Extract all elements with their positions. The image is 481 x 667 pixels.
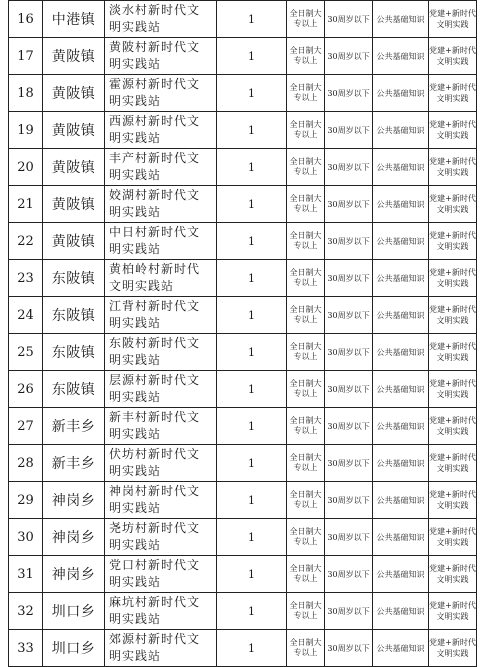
age-requirement-cell: 30周岁以下 [325, 408, 373, 445]
position-count-cell: 1 [217, 149, 287, 186]
age-requirement-cell: 30周岁以下 [325, 630, 373, 667]
remark-cell: 党建+新时代文明实践 [429, 112, 477, 149]
remark-cell: 党建+新时代文明实践 [429, 371, 477, 408]
age-requirement-cell: 30周岁以下 [325, 297, 373, 334]
station-name-cell: 黄柏岭村新时代文明实践站 [105, 260, 217, 297]
remark-cell: 党建+新时代文明实践 [429, 593, 477, 630]
exam-subject-cell: 公共基础知识 [373, 1, 429, 38]
education-requirement-cell: 全日制大专以上 [287, 223, 325, 260]
table-row [9, 408, 477, 445]
station-name-cell: 淡水村新时代文明实践站 [105, 1, 217, 38]
exam-subject-cell: 公共基础知识 [373, 75, 429, 112]
position-count-cell: 1 [217, 593, 287, 630]
table-row [9, 223, 477, 260]
position-count-cell: 1 [217, 334, 287, 371]
remark-cell: 党建+新时代文明实践 [429, 334, 477, 371]
age-requirement-cell: 30周岁以下 [325, 371, 373, 408]
row-number-cell: 23 [9, 260, 43, 297]
exam-subject-cell: 公共基础知识 [373, 371, 429, 408]
town-cell: 东陂镇 [43, 260, 105, 297]
town-cell: 黄陂镇 [43, 149, 105, 186]
station-name-cell: 麻坑村新时代文明实践站 [105, 593, 217, 630]
position-count-cell: 1 [217, 556, 287, 593]
exam-subject-cell: 公共基础知识 [373, 519, 429, 556]
education-requirement-cell: 全日制大专以上 [287, 593, 325, 630]
station-name-cell: 郊源村新时代文明实践站 [105, 630, 217, 667]
remark-cell: 党建+新时代文明实践 [429, 445, 477, 482]
row-number-cell: 33 [9, 630, 43, 667]
station-name-cell: 伏坊村新时代文明实践站 [105, 445, 217, 482]
age-requirement-cell: 30周岁以下 [325, 149, 373, 186]
station-name-cell: 层源村新时代文明实践站 [105, 371, 217, 408]
remark-cell: 党建+新时代文明实践 [429, 297, 477, 334]
age-requirement-cell: 30周岁以下 [325, 445, 373, 482]
table-row [9, 556, 477, 593]
row-number-cell: 20 [9, 149, 43, 186]
town-cell: 中港镇 [43, 1, 105, 38]
row-number-cell: 17 [9, 38, 43, 75]
table-row [9, 38, 477, 75]
station-name-cell: 党口村新时代文明实践站 [105, 556, 217, 593]
town-cell: 东陂镇 [43, 371, 105, 408]
exam-subject-cell: 公共基础知识 [373, 186, 429, 223]
remark-cell: 党建+新时代文明实践 [429, 186, 477, 223]
recruitment-table [8, 0, 477, 667]
position-count-cell: 1 [217, 223, 287, 260]
position-count-cell: 1 [217, 260, 287, 297]
age-requirement-cell: 30周岁以下 [325, 593, 373, 630]
table-row [9, 186, 477, 223]
town-cell: 黄陂镇 [43, 223, 105, 260]
town-cell: 神岗乡 [43, 556, 105, 593]
row-number-cell: 25 [9, 334, 43, 371]
education-requirement-cell: 全日制大专以上 [287, 149, 325, 186]
town-cell: 黄陂镇 [43, 38, 105, 75]
table-row [9, 112, 477, 149]
remark-cell: 党建+新时代文明实践 [429, 38, 477, 75]
row-number-cell: 29 [9, 482, 43, 519]
exam-subject-cell: 公共基础知识 [373, 149, 429, 186]
row-number-cell: 21 [9, 186, 43, 223]
row-number-cell: 32 [9, 593, 43, 630]
station-name-cell: 尧坊村新时代文明实践站 [105, 519, 217, 556]
education-requirement-cell: 全日制大专以上 [287, 1, 325, 38]
exam-subject-cell: 公共基础知识 [373, 38, 429, 75]
exam-subject-cell: 公共基础知识 [373, 556, 429, 593]
station-name-cell: 丰产村新时代文明实践站 [105, 149, 217, 186]
remark-cell: 党建+新时代文明实践 [429, 149, 477, 186]
station-name-cell: 西源村新时代文明实践站 [105, 112, 217, 149]
education-requirement-cell: 全日制大专以上 [287, 260, 325, 297]
town-cell: 新丰乡 [43, 408, 105, 445]
position-count-cell: 1 [217, 297, 287, 334]
town-cell: 黄陂镇 [43, 112, 105, 149]
town-cell: 神岗乡 [43, 482, 105, 519]
position-count-cell: 1 [217, 445, 287, 482]
education-requirement-cell: 全日制大专以上 [287, 371, 325, 408]
remark-cell: 党建+新时代文明实践 [429, 556, 477, 593]
education-requirement-cell: 全日制大专以上 [287, 334, 325, 371]
station-name-cell: 江背村新时代文明实践站 [105, 297, 217, 334]
table-row [9, 334, 477, 371]
row-number-cell: 16 [9, 1, 43, 38]
row-number-cell: 31 [9, 556, 43, 593]
table-row [9, 260, 477, 297]
row-number-cell: 27 [9, 408, 43, 445]
position-count-cell: 1 [217, 408, 287, 445]
position-count-cell: 1 [217, 186, 287, 223]
exam-subject-cell: 公共基础知识 [373, 334, 429, 371]
row-number-cell: 22 [9, 223, 43, 260]
age-requirement-cell: 30周岁以下 [325, 75, 373, 112]
remark-cell: 党建+新时代文明实践 [429, 223, 477, 260]
exam-subject-cell: 公共基础知识 [373, 112, 429, 149]
education-requirement-cell: 全日制大专以上 [287, 186, 325, 223]
table-row [9, 593, 477, 630]
education-requirement-cell: 全日制大专以上 [287, 445, 325, 482]
remark-cell: 党建+新时代文明实践 [429, 482, 477, 519]
table-row [9, 297, 477, 334]
age-requirement-cell: 30周岁以下 [325, 186, 373, 223]
position-count-cell: 1 [217, 1, 287, 38]
education-requirement-cell: 全日制大专以上 [287, 297, 325, 334]
row-number-cell: 30 [9, 519, 43, 556]
remark-cell: 党建+新时代文明实践 [429, 630, 477, 667]
position-count-cell: 1 [217, 371, 287, 408]
station-name-cell: 中日村新时代文明实践站 [105, 223, 217, 260]
town-cell: 黄陂镇 [43, 75, 105, 112]
education-requirement-cell: 全日制大专以上 [287, 630, 325, 667]
position-count-cell: 1 [217, 75, 287, 112]
age-requirement-cell: 30周岁以下 [325, 38, 373, 75]
education-requirement-cell: 全日制大专以上 [287, 482, 325, 519]
table-row [9, 482, 477, 519]
table-row [9, 149, 477, 186]
age-requirement-cell: 30周岁以下 [325, 556, 373, 593]
town-cell: 东陂镇 [43, 297, 105, 334]
station-name-cell: 霍源村新时代文明实践站 [105, 75, 217, 112]
station-name-cell: 神岗村新时代文明实践站 [105, 482, 217, 519]
age-requirement-cell: 30周岁以下 [325, 260, 373, 297]
exam-subject-cell: 公共基础知识 [373, 260, 429, 297]
town-cell: 黄陂镇 [43, 186, 105, 223]
row-number-cell: 19 [9, 112, 43, 149]
education-requirement-cell: 全日制大专以上 [287, 38, 325, 75]
station-name-cell: 黄陂村新时代文明实践站 [105, 38, 217, 75]
row-number-cell: 24 [9, 297, 43, 334]
education-requirement-cell: 全日制大专以上 [287, 556, 325, 593]
position-count-cell: 1 [217, 630, 287, 667]
town-cell: 神岗乡 [43, 519, 105, 556]
exam-subject-cell: 公共基础知识 [373, 630, 429, 667]
age-requirement-cell: 30周岁以下 [325, 519, 373, 556]
age-requirement-cell: 30周岁以下 [325, 223, 373, 260]
remark-cell: 党建+新时代文明实践 [429, 519, 477, 556]
table-row [9, 1, 477, 38]
remark-cell: 党建+新时代文明实践 [429, 408, 477, 445]
position-count-cell: 1 [217, 482, 287, 519]
row-number-cell: 28 [9, 445, 43, 482]
town-cell: 圳口乡 [43, 593, 105, 630]
town-cell: 新丰乡 [43, 445, 105, 482]
town-cell: 圳口乡 [43, 630, 105, 667]
age-requirement-cell: 30周岁以下 [325, 112, 373, 149]
education-requirement-cell: 全日制大专以上 [287, 75, 325, 112]
station-name-cell: 东陂村新时代文明实践站 [105, 334, 217, 371]
position-count-cell: 1 [217, 38, 287, 75]
exam-subject-cell: 公共基础知识 [373, 593, 429, 630]
town-cell: 东陂镇 [43, 334, 105, 371]
row-number-cell: 26 [9, 371, 43, 408]
remark-cell: 党建+新时代文明实践 [429, 75, 477, 112]
remark-cell: 党建+新时代文明实践 [429, 1, 477, 38]
row-number-cell: 18 [9, 75, 43, 112]
age-requirement-cell: 30周岁以下 [325, 334, 373, 371]
table-row [9, 371, 477, 408]
exam-subject-cell: 公共基础知识 [373, 223, 429, 260]
position-count-cell: 1 [217, 112, 287, 149]
exam-subject-cell: 公共基础知识 [373, 482, 429, 519]
table-row [9, 75, 477, 112]
education-requirement-cell: 全日制大专以上 [287, 112, 325, 149]
station-name-cell: 新丰村新时代文明实践站 [105, 408, 217, 445]
exam-subject-cell: 公共基础知识 [373, 445, 429, 482]
table-body [9, 1, 477, 667]
education-requirement-cell: 全日制大专以上 [287, 519, 325, 556]
table-row [9, 519, 477, 556]
remark-cell: 党建+新时代文明实践 [429, 260, 477, 297]
table-row [9, 445, 477, 482]
position-count-cell: 1 [217, 519, 287, 556]
age-requirement-cell: 30周岁以下 [325, 1, 373, 38]
education-requirement-cell: 全日制大专以上 [287, 408, 325, 445]
station-name-cell: 姣湖村新时代文明实践站 [105, 186, 217, 223]
exam-subject-cell: 公共基础知识 [373, 297, 429, 334]
exam-subject-cell: 公共基础知识 [373, 408, 429, 445]
age-requirement-cell: 30周岁以下 [325, 482, 373, 519]
